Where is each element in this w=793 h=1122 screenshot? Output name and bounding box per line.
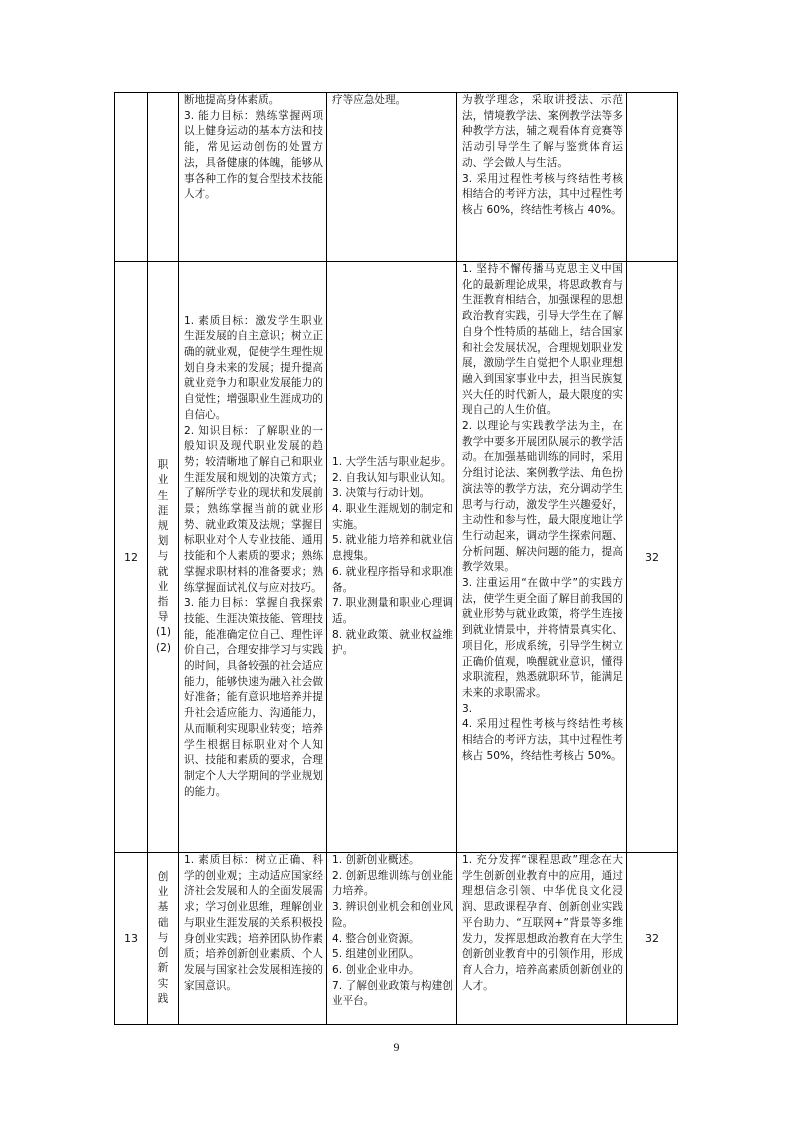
table-row [115, 262, 678, 853]
hours-cell [627, 853, 678, 1025]
course-name-line: 职业 [157, 459, 169, 487]
course-name-line: 创业 [157, 871, 169, 899]
paragraph: 1. 充分发挥“课程思政”理念在大学生创新创业教育中的应用，通过理想信念引领、中华优良文化浸润、思政课程孕育、创新创业实践平台助力、“互联网+”背景等多维发力，发挥思想政治教育在大学生创新创业教育中的引领作用，形成育人合力，培养高素质创新创业的人才。 [462, 854, 623, 992]
course-name-line: 与就 [157, 550, 169, 578]
page-number: 9 [393, 1040, 400, 1054]
content-text [327, 853, 456, 1010]
course-name [156, 870, 170, 1007]
paragraph: 3. 决策与行动计划。 [332, 487, 431, 500]
paragraph: 1. 素质目标：激发学生职业生涯发展的自主意识；树立正确的就业观，促使学生理性规划自身未来的发展；提升提高就业竞争力和职业发展能力的自觉性；增强职业生涯成功的自信心。 [184, 314, 323, 421]
requirements-cell [457, 93, 627, 262]
paragraph: 为教学理念，采取讲授法、示范法，情境教学法、案例教学法等多种教学方法，辅之观看体育竞赛等活动引导学生了解与鉴赏体育运动、学会做人与生活。 [462, 94, 623, 169]
course-name-cell [148, 853, 179, 1025]
content-text [327, 93, 456, 109]
paragraph: 3. [462, 702, 473, 715]
table-row [115, 93, 678, 262]
course-number-cell [115, 853, 148, 1025]
requirements-text [457, 853, 626, 994]
course-name-cell [148, 93, 179, 262]
course-name-line: 规划 [157, 519, 169, 548]
hours-cell [627, 262, 678, 853]
paragraph: 7. 了解创业政策与构建创业平台。 [332, 979, 453, 1008]
paragraph: 4. 职业生涯规划的制定和实施。 [332, 503, 453, 531]
course-name-line: 与创 [157, 931, 169, 960]
course-number-cell [115, 93, 148, 262]
course-name [156, 458, 170, 656]
course-name-line: 践 [157, 992, 169, 1005]
content-cell [327, 93, 457, 262]
requirements-cell [457, 853, 627, 1025]
paragraph: 3. 注重运用“在做中学”的实践方法，使学生更全面了解目前我国的就业形势与就业政策，将学生连接到就业情景中，并将情景真实化、项目化，形成系统，引导学生树立正确价值观，唤醒就业意识，懂得求职流程，熟悉就职环节，能满足未来的求职需求。 [462, 577, 623, 699]
paragraph: 4. 采用过程性考核与终结性考核相结合的考评方法，其中过程性考核占 50%，终结性考核占 50%。 [462, 718, 623, 762]
requirements-text [457, 93, 626, 219]
course-name-line: (1)(2) [156, 626, 172, 654]
course-table [114, 92, 678, 1025]
content-text [327, 455, 456, 659]
requirements-cell [457, 262, 627, 853]
course-number: 12 [124, 550, 138, 564]
objectives-cell [179, 93, 327, 262]
paragraph: 4. 整合创业资源。 [332, 932, 420, 945]
paragraph: 2. 以理论与实践教学法为主，在教学中要多开展团队展示的教学活动。在加强基础训练的同时，采用分组讨论法、案例教学法、角色扮演法等的教学方法，充分调动学生思考与行动，激发学生兴趣爱好，主动性和参与性，最大限度地让学生行动起来，调动学生探索问题、分析问题、解决问题的能力，提高教学效果。 [462, 420, 623, 574]
paragraph: 3. 能力目标：熟练掌握两项以上健身运动的基本方法和技能，常见运动创伤的处置方法，具备健康的体魄，能够从事各种工作的复合型技术技能人才。 [184, 109, 323, 201]
paragraph: 2. 自我认知与职业认知。 [332, 471, 452, 484]
content-cell [327, 853, 457, 1025]
paragraph: 疗等应急处理。 [332, 94, 407, 106]
objectives-text [179, 853, 326, 994]
paragraph: 2. 创新思维训练与创业能力培养。 [332, 869, 453, 898]
objectives-text [179, 314, 326, 801]
paragraph: 5. 组建创业团队。 [332, 948, 420, 961]
course-name-line: 导 [157, 611, 169, 624]
objectives-cell [179, 262, 327, 853]
paragraph: 6. 创业企业申办。 [332, 963, 420, 976]
hours-cell [627, 93, 678, 262]
objectives-text [179, 93, 326, 203]
course-name-line: 业指 [157, 580, 169, 608]
paragraph: 3. 辨识创业机会和创业风险。 [332, 901, 453, 929]
paragraph: 1. 素质目标：树立正确、科学的创业观；主动适应国家经济社会发展和人的全面发展需求；学习创业思维，理解创业与职业生涯发展的关系积极投身创业实践；培养团队协作素质；培养创新创业素质、个人发展与国家社会发展相连接的家国意识。 [184, 854, 323, 992]
paragraph: 3. 能力目标：掌握自我探索技能、生涯决策技能、管理技能，能准确定位自己、理性评价自己，合理安排学习与实践的时间，具备较强的社会适应能力，能够快速为融入社会做好准备；能有意识地培养并提升社会适应能力、沟通能力，从而顺利实现职业转变；培养学生根据目标职业对个人知识、技能和素质的要求，合理制定个人大学期间的学业规划的能力。 [184, 597, 323, 798]
paragraph: 2. 知识目标：了解职业的一般知识及现代职业发展的趋势；较清晰地了解自己和职业生涯发展和规划的决策方式；了解所学专业的现状和发展前景；熟练掌握当前的就业形势、就业政策及法规；掌握目标职业对个人专业技能、通用技能和个人素质的要求；熟练掌握求职材料的准备要求；熟练掌握面试礼仪与应对技巧。 [184, 424, 323, 594]
course-name-line: 生涯 [157, 489, 169, 517]
paragraph: 7. 职业测量和职业心理调适。 [332, 597, 453, 625]
paragraph: 1. 坚持不懈传播马克思主义中国化的最新理论成果，将思政教育与生涯教育相结合，加强课程的思想政治教育实践，引导大学生在了解自身个性特质的基础上，结合国家和社会发展状况，合理规划职业发展，激励学生自觉把个人职业理想融入到国家事业中去，担当民族复兴大任的时代新人，最大限度的实现自己的人生价值。 [462, 263, 623, 417]
paragraph: 断地提高身体素质。 [184, 94, 280, 106]
course-name-cell [148, 262, 179, 853]
objectives-cell [179, 853, 327, 1025]
paragraph: 1. 创新创业概述。 [332, 854, 420, 866]
course-hours: 32 [645, 550, 659, 564]
paragraph: 5. 就业能力培养和就业信息搜集。 [332, 534, 453, 563]
table-row [115, 853, 678, 1025]
course-name-line: 基础 [157, 901, 169, 929]
content-cell [327, 262, 457, 853]
paragraph: 3. 采用过程性考核与终结性考核相结合的考评方法，其中过程性考核占 60%，终结性考核占 40%。 [462, 172, 623, 216]
requirements-text [457, 262, 626, 765]
paragraph: 1. 大学生活与职业起步。 [332, 455, 452, 468]
course-hours: 32 [645, 932, 659, 945]
course-number-cell [115, 262, 148, 853]
paragraph: 6. 就业程序指导和求职准备。 [332, 565, 453, 594]
course-number: 13 [124, 932, 138, 945]
paragraph: 8. 就业政策、就业权益维护。 [332, 628, 453, 657]
course-name-line: 新实 [157, 962, 169, 990]
